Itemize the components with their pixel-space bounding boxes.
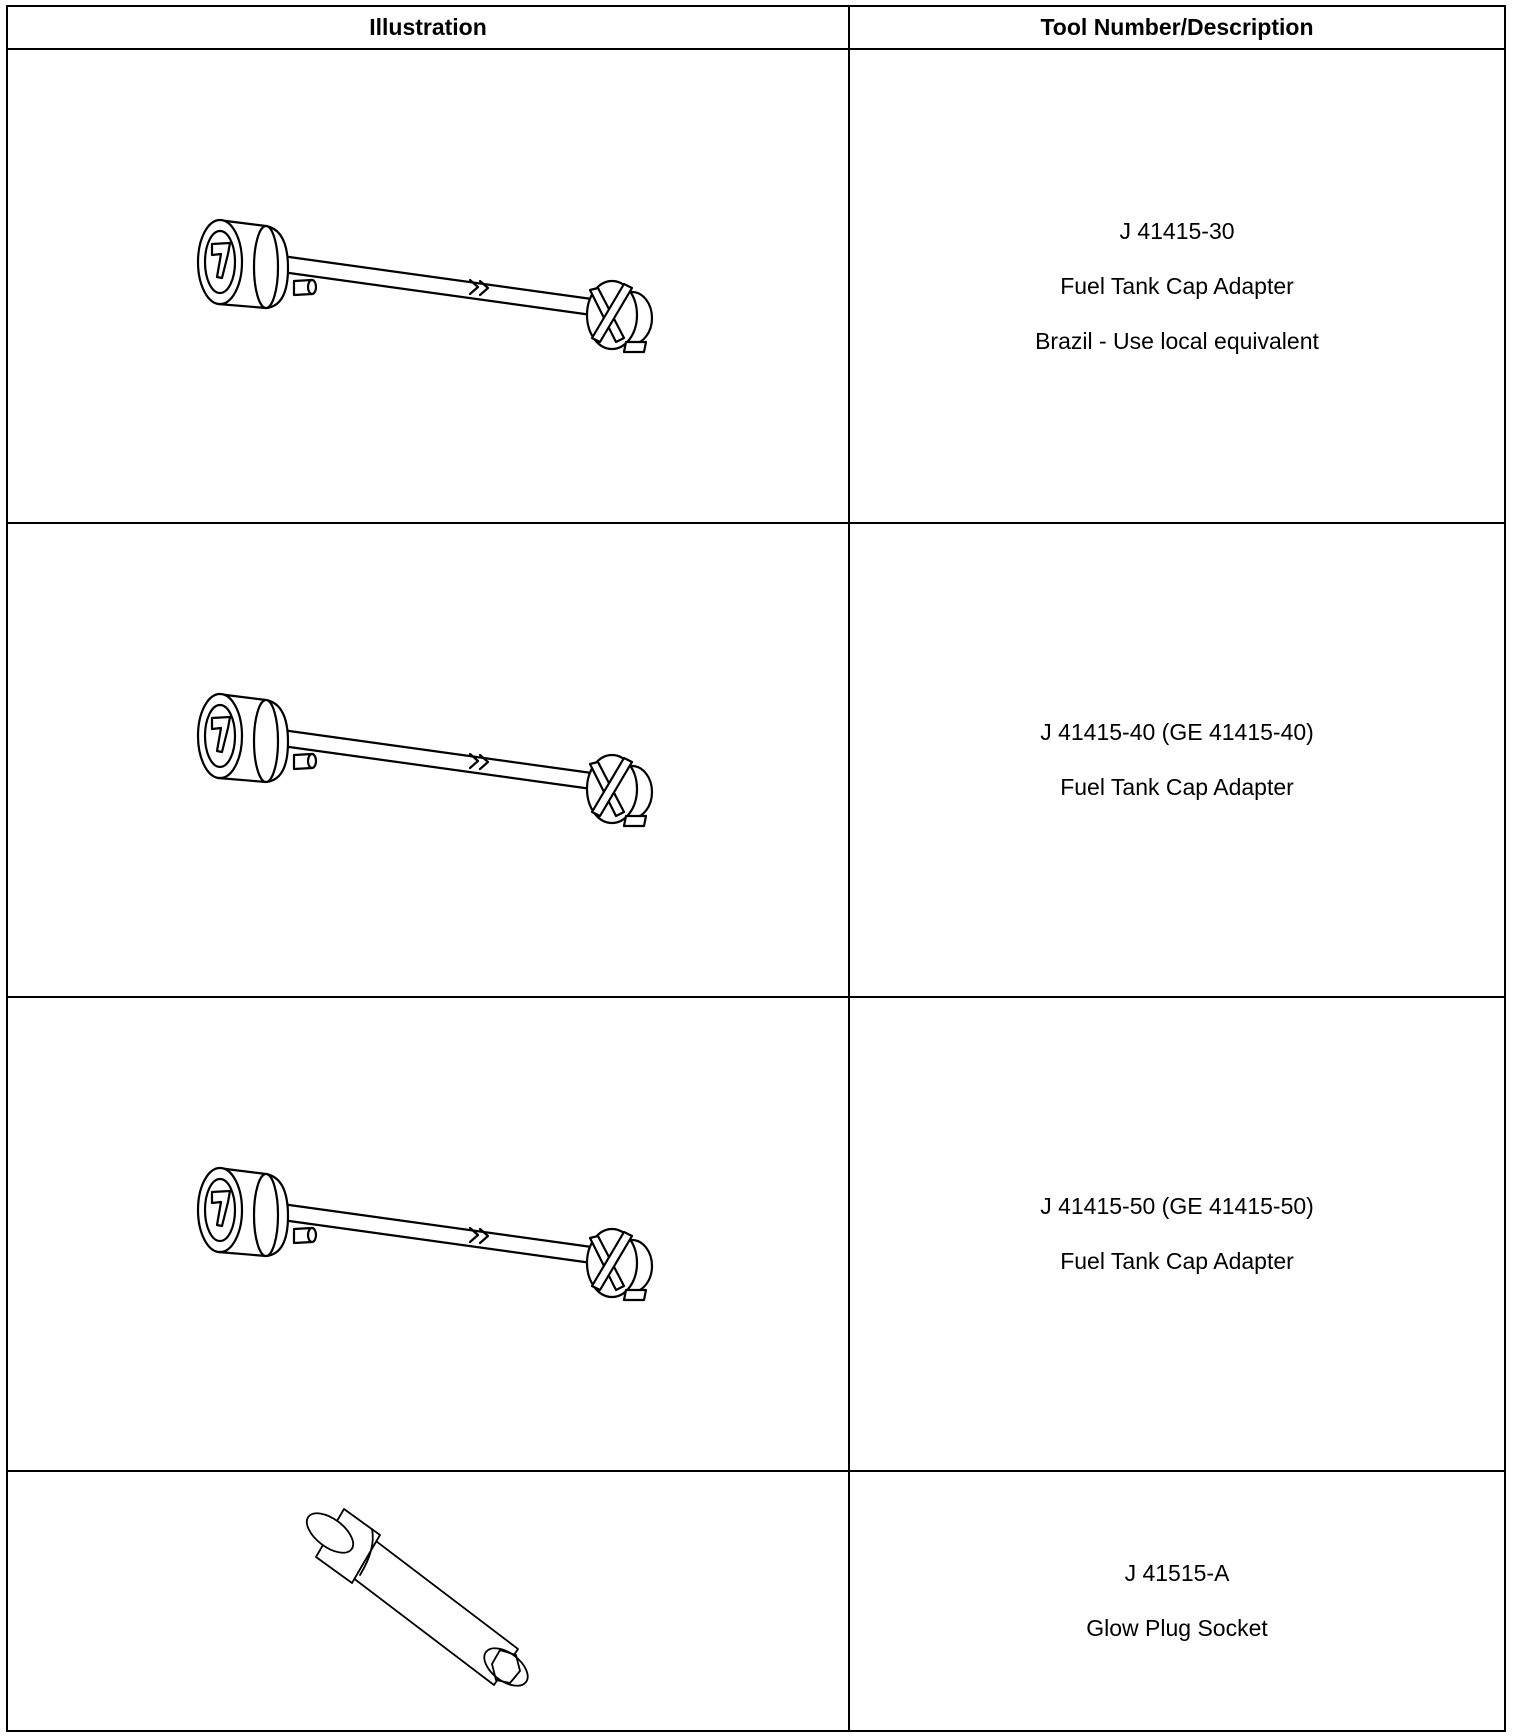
description-column-header: Tool Number/Description: [849, 6, 1505, 49]
table-row: [7, 49, 1505, 523]
description-cell: [849, 523, 1505, 997]
tool-number: J 41415-50 (GE 41415-50): [1040, 1193, 1314, 1219]
description-cell: [849, 997, 1505, 1471]
tool-number: J 41415-30: [1119, 217, 1235, 244]
special-tools-table: [6, 5, 1506, 1732]
tool-note: Brazil - Use local equivalent: [1035, 327, 1319, 354]
tool-number: J 41515-A: [1124, 1560, 1230, 1586]
table-row: [7, 997, 1505, 1471]
description-cell: [849, 1471, 1505, 1731]
tool-description: Fuel Tank Cap Adapter: [1060, 1248, 1294, 1274]
fuel-tank-cap-adapter-icon: [169, 206, 689, 366]
description-cell: [849, 49, 1505, 523]
illustration-cell: [7, 997, 849, 1471]
illustration-cell: [7, 1471, 849, 1731]
illustration-column-header: Illustration: [7, 6, 849, 49]
tool-description: Fuel Tank Cap Adapter: [1060, 774, 1294, 800]
tool-description: Glow Plug Socket: [1086, 1615, 1268, 1641]
glow-plug-socket-icon: [304, 1499, 554, 1704]
table-row: [7, 523, 1505, 997]
illustration-cell: [7, 49, 849, 523]
table-header-row: [7, 6, 1505, 49]
fuel-tank-cap-adapter-icon: [169, 1154, 689, 1314]
table-row: [7, 1471, 1505, 1731]
tool-description: Fuel Tank Cap Adapter: [1060, 272, 1294, 299]
illustration-cell: [7, 523, 849, 997]
fuel-tank-cap-adapter-icon: [169, 680, 689, 840]
tool-number: J 41415-40 (GE 41415-40): [1040, 719, 1314, 745]
